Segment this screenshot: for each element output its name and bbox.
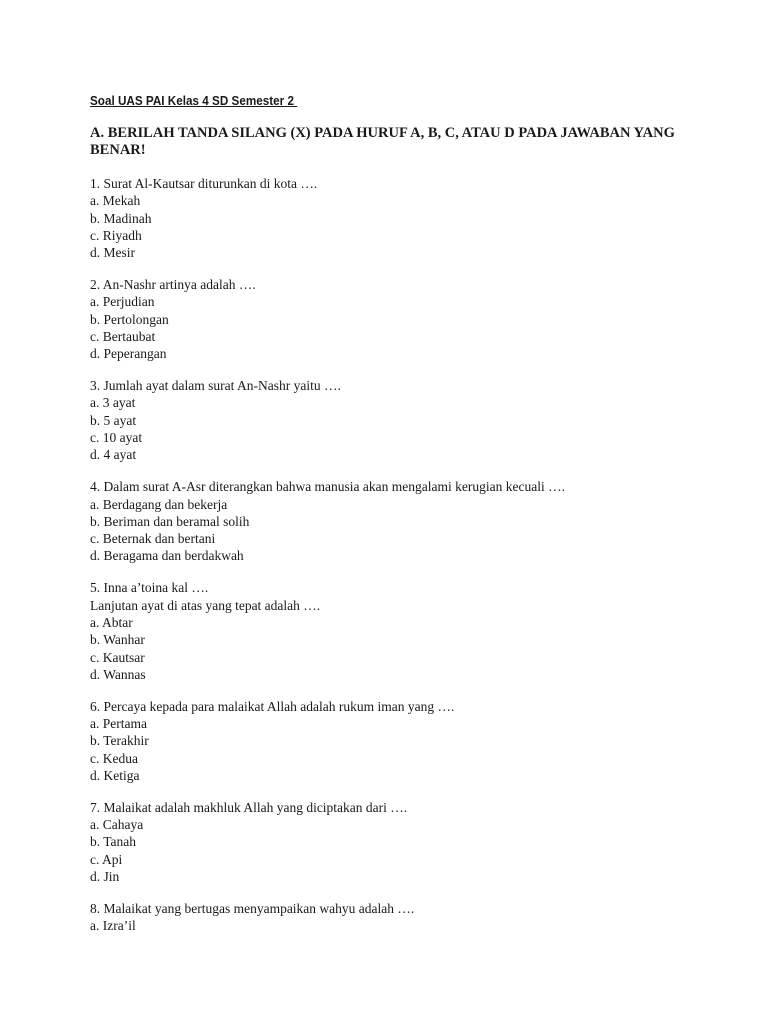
answer-option: a. Pertama <box>90 715 147 731</box>
question-text: 2. An-Nashr artinya adalah …. <box>90 277 256 293</box>
answer-option: a. Perjudian <box>90 294 155 310</box>
answer-option: c. Kautsar <box>90 649 145 665</box>
document-title: Soal UAS PAI Kelas 4 SD Semester 2 <box>90 93 298 108</box>
answer-option: d. Jin <box>90 868 120 884</box>
question-5 <box>90 579 730 683</box>
answer-option: b. Terakhir <box>90 733 149 749</box>
answer-option: a. 3 ayat <box>90 395 136 411</box>
answer-option: a. Cahaya <box>90 817 144 833</box>
question-text: 7. Malaikat adalah makhluk Allah yang diciptakan dari …. <box>90 799 408 815</box>
answer-option: d. Wannas <box>90 666 146 682</box>
answer-option: b. Tanah <box>90 834 137 850</box>
answer-option: c. Beternak dan bertani <box>90 531 216 547</box>
answer-option: d. 4 ayat <box>90 447 137 463</box>
answer-option: d. Ketiga <box>90 767 140 783</box>
question-1 <box>90 175 730 261</box>
question-2 <box>90 276 730 362</box>
answer-option: b. Beriman dan beramal solih <box>90 513 250 529</box>
answer-option: d. Mesir <box>90 245 135 261</box>
answer-option: a. Abtar <box>90 614 133 630</box>
answer-option: d. Beragama dan berdakwah <box>90 548 244 564</box>
answer-option: b. Madinah <box>90 210 152 226</box>
answer-option: c. Api <box>90 851 123 867</box>
question-text: 8. Malaikat yang bertugas menyampaikan wahyu adalah …. <box>90 900 415 916</box>
answer-option: a. Berdagang dan bekerja <box>90 496 228 512</box>
question-text: 5. Inna a’toina kal …. <box>90 580 209 596</box>
question-7 <box>90 799 730 885</box>
question-3 <box>90 377 730 463</box>
question-list <box>90 175 730 949</box>
answer-option: a. Mekah <box>90 193 141 209</box>
answer-option: c. 10 ayat <box>90 430 143 446</box>
question-text: 6. Percaya kepada para malaikat Allah adalah rukum iman yang …. <box>90 698 455 714</box>
answer-option: c. Riyadh <box>90 227 142 243</box>
question-6 <box>90 698 730 784</box>
question-text: Lanjutan ayat di atas yang tepat adalah …. <box>90 597 321 613</box>
question-text: 1. Surat Al-Kautsar diturunkan di kota …. <box>90 176 318 191</box>
answer-option: c. Kedua <box>90 750 138 766</box>
answer-option: b. Wanhar <box>90 632 145 648</box>
section-heading: A. BERILAH TANDA SILANG (X) PADA HURUF A, B, C, ATAU D PADA JAWABAN YANG BENAR! <box>90 125 675 158</box>
answer-option: b. Pertolongan <box>90 311 169 327</box>
question-text: 3. Jumlah ayat dalam surat An-Nashr yaitu …. <box>90 378 341 394</box>
answer-option: c. Bertaubat <box>90 328 156 344</box>
answer-option: b. 5 ayat <box>90 412 137 428</box>
question-text: 4. Dalam surat A-Asr diterangkan bahwa manusia akan mengalami kerugian kecuali …. <box>90 479 565 495</box>
answer-option: d. Peperangan <box>90 346 167 362</box>
question-8 <box>90 900 730 935</box>
answer-option: a. Izra’il <box>90 918 136 934</box>
question-4 <box>90 478 730 564</box>
